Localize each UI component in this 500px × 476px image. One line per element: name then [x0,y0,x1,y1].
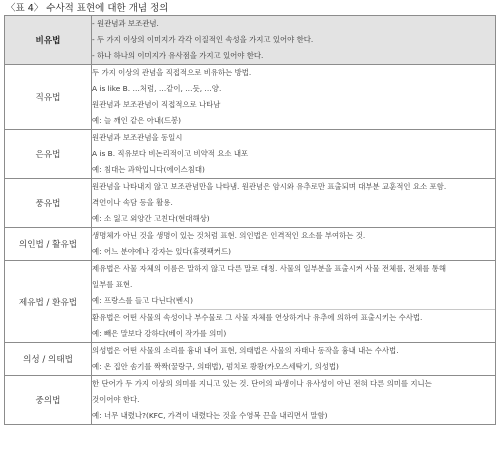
description-cell [92,228,496,261]
term-cell: 의성 / 의태법 [5,343,92,376]
description-cell [92,65,496,130]
table-row [5,65,496,130]
description-line: 생명체가 아닌 것을 생명이 있는 것처럼 표현. 의인법은 인격적인 요소를 부여하는 것. [92,231,366,240]
term-cell: 의인법 / 활유법 [5,228,92,261]
description-line: 예: 소 잃고 외양간 고친다(현대해상) [92,214,210,223]
description-line: 것이어야 한다. [92,395,140,404]
description-line: 의성법은 어떤 사물의 소리를 흉내 내어 표현, 의태법은 사물의 자태나 동작을 흉내 내는 수사법. [92,346,399,355]
term-cell: 중의법 [5,376,92,425]
description-line: 예: 빼은 말보다 강하다(베이 작가를 의미) [92,329,227,338]
table-row [5,130,496,179]
description-line: 격언이나 속담 등을 활용. [92,198,173,207]
description-cell [92,376,496,425]
description-line: 예: 침대는 과학입니다(에이스침대) [92,165,205,174]
description-line: 제유법은 사물 자체의 이름은 말하지 않고 다른 말로 대칭. 사물의 일부분을 표출시켜 사물 전체를, 전체를 통해 [92,264,447,273]
description-line: 두 가지 이상의 관념을 직접적으로 비유하는 방법. [92,68,252,77]
description-line: - 두 가지 이상의 이미지가 각각 이질적인 속성을 가지고 있어야 한다. [92,35,314,44]
table-row [5,16,496,65]
description-line: 예: 너무 내렸나?(KFC, 가격이 내렸다는 것을 수영복 끈을 내리면서 말함) [92,411,328,420]
description-line: 일부를 표현. [92,280,133,289]
table-row [5,261,496,343]
description-line: 원관념과 보조관념이 직접적으로 나타남 [92,100,221,109]
term-cell: 제유법 / 환유법 [5,261,92,343]
description-line: A is like B. …처럼, …같이, …듯, …양. [92,84,222,93]
description-line: A is B. 직유보다 비논리적이고 비약적 요소 내포 [92,149,249,158]
table-row [5,376,496,425]
table-row [5,228,496,261]
definition-table [4,15,496,425]
term-cell: 직유법 [5,65,92,130]
table-caption: 〈표 4〉 수사적 표현에 대한 개념 정의 [6,3,169,14]
description-line: 원관념과 보조관념을 동일시 [92,133,183,142]
term-cell: 은유법 [5,130,92,179]
description-cell [92,16,496,65]
term-cell: 풍유법 [5,179,92,228]
description-line: 예: 어느 분야에나 강자는 있다(휴렛팩커드) [92,247,232,256]
description-line: 예: 프랑스를 들고 다닌다(벤시) [92,296,193,305]
description-line: 예: 온 집안 솜기를 짝짝(꿀랑구, 의태법), 펌치로 쾅쾅(카오스세탁기, 의성법) [92,362,339,371]
table-row [5,343,496,376]
description-line: 환유법은 어떤 사물의 속성이나 부수물로 그 사물 자체를 연상하거나 유추에 의하여 표출시키는 수사법. [92,309,495,326]
term-cell: 비유법 [5,16,92,65]
description-line: - 원관념과 보조관념. [92,19,159,28]
description-line: 예: 늘 깨인 같은 아내(드봉) [92,116,182,125]
description-line: 한 단어가 두 가지 이상의 의미를 지니고 있는 것. 단어의 파생이나 유사성이 아닌 전혀 다른 의미를 지니는 [92,379,432,388]
description-line: - 하나 하나의 이미지가 유사점을 가지고 있어야 한다. [92,51,264,60]
description-cell [92,343,496,376]
description-line: 원관념을 나타내지 않고 보조관념만을 나타냄. 원관념은 암시와 유추로만 표출되며 대부분 교훈적인 요소 포함. [92,182,447,191]
description-cell [92,130,496,179]
description-cell [92,261,496,343]
description-cell [92,179,496,228]
table-row [5,179,496,228]
